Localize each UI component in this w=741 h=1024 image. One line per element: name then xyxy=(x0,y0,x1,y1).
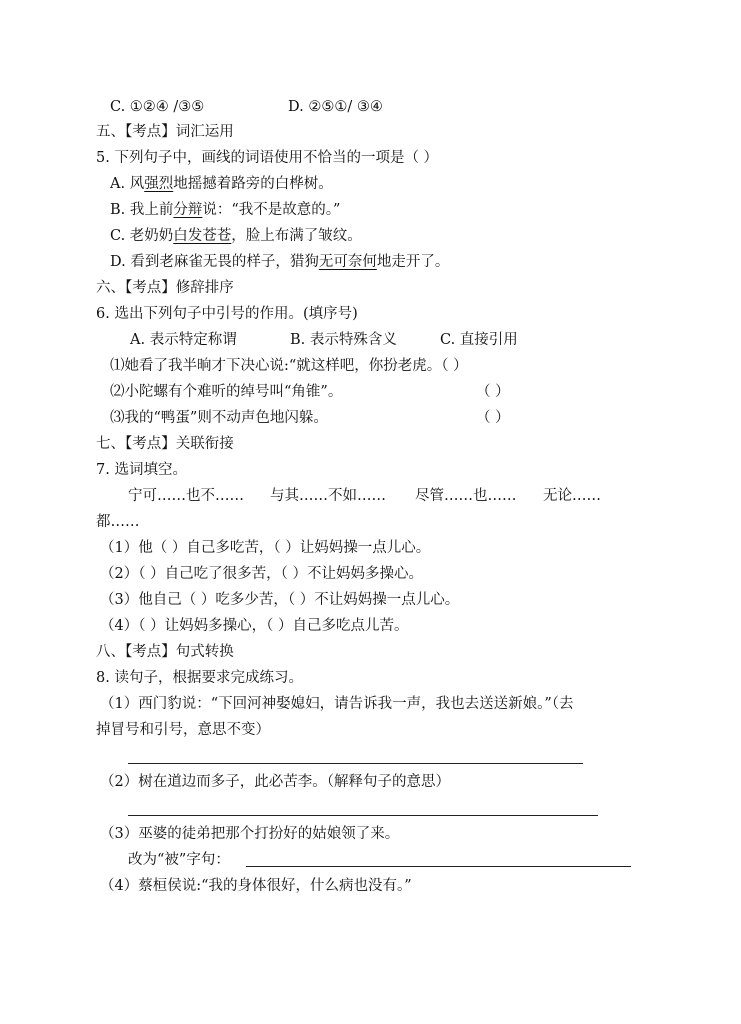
q8-item-3-answer-line[interactable] xyxy=(246,866,631,867)
q6-item-1: ⑴她看了我半晌才下决心说:“就这样吧，你扮老虎。（ ） xyxy=(110,358,468,374)
q5-option-d-post: 地走开了。 xyxy=(376,254,450,270)
q5-option-b xyxy=(110,200,340,220)
q8-item-1-line-1: （1）西门豹说：“下回河神娶媳妇，请告诉我一声，我也去送送新娘。”（去 xyxy=(100,696,574,712)
q7-word-1: 宁可……也不…… xyxy=(128,488,244,504)
q8-item-4: （4）蔡桓侯说:“我的身体很好，什么病也没有。” xyxy=(100,878,412,894)
q6-option-a: A. 表示特定称谓 xyxy=(130,332,237,348)
q5-option-c xyxy=(110,226,362,246)
q5-option-a-word: 强烈 xyxy=(144,176,174,192)
q6-option-b: B. 表示特殊含义 xyxy=(290,332,397,348)
q7-item-3: （3）他自己（ ）吃多少苦，（ ）不让妈妈操一点儿心。 xyxy=(100,592,460,608)
question-8: 8. 读句子，根据要求完成练习。 xyxy=(96,670,303,686)
q8-item-2-answer-line[interactable] xyxy=(128,815,598,816)
q7-item-4: （4）（ ）让妈妈多操心，（ ）自己多吃点儿苦。 xyxy=(100,618,409,634)
q7-word-3: 尽管……也…… xyxy=(415,488,517,504)
q6-option-c: C. 直接引用 xyxy=(440,332,518,348)
q8-item-1-answer-line[interactable] xyxy=(128,763,583,764)
q5-option-d-pre: D. 看到老麻雀无畏的样子，猎狗 xyxy=(110,254,319,270)
q8-item-1-line-2: 掉冒号和引号，意思不变） xyxy=(96,722,270,738)
section-7-heading: 七、【考点】关联衔接 xyxy=(96,436,234,452)
q4-option-d: D. ②⑤①/ ③④ xyxy=(288,99,383,115)
q5-option-b-word: 分辩 xyxy=(173,202,203,218)
q5-option-d xyxy=(110,252,449,272)
q8-item-2: （2）树在道边而多子，此必苦李。（解释句子的意思） xyxy=(100,774,450,790)
q7-item-2: （2）（ ）自己吃了很多苦，（ ）不让妈妈多操心。 xyxy=(100,566,423,582)
q8-item-3: （3）巫婆的徒弟把那个打扮好的姑娘领了来。 xyxy=(100,826,400,842)
q5-option-c-pre: C. 老奶奶 xyxy=(110,228,174,244)
q5-option-a xyxy=(110,174,333,194)
q5-option-c-post: ，脸上布满了皱纹。 xyxy=(231,228,362,244)
q7-word-4: 无论…… xyxy=(543,488,601,504)
q4-option-c: C. ①②④ /③⑤ xyxy=(110,99,205,115)
section-8-heading: 八、【考点】句式转换 xyxy=(96,644,234,660)
q5-option-b-pre: B. 我上前 xyxy=(110,202,174,218)
q7-word-4-wrap: 都…… xyxy=(96,514,140,530)
q5-option-d-word: 无可奈何 xyxy=(318,254,377,270)
q8-item-3-sub: 改为“被”字句： xyxy=(128,852,230,868)
q6-item-2-blank: （ ） xyxy=(476,384,510,400)
question-7: 7. 选词填空。 xyxy=(96,462,187,478)
q5-option-c-word: 白发苍苍 xyxy=(173,228,232,244)
q5-option-a-pre: A. 风 xyxy=(110,176,145,192)
section-5-heading: 五、【考点】词汇运用 xyxy=(96,124,234,140)
section-6-heading: 六、【考点】修辞排序 xyxy=(96,280,234,296)
q5-option-a-post: 地摇撼着路旁的白桦树。 xyxy=(173,176,333,192)
q6-item-3-blank: （ ） xyxy=(476,410,510,426)
question-5: 5. 下列句子中，画线的词语使用不恰当的一项是（ ） xyxy=(96,150,439,166)
q7-word-2: 与其……不如…… xyxy=(270,488,386,504)
q6-item-2: ⑵小陀螺有个难听的绰号叫“角锥”。 xyxy=(110,384,343,400)
q7-item-1: （1）他（ ）自己多吃苦，（ ）让妈妈操一点儿心。 xyxy=(100,540,431,556)
q6-item-3: ⑶我的“鸭蛋”则不动声色地闪躲。 xyxy=(110,410,328,426)
question-6: 6. 选出下列句子中引号的作用。(填序号) xyxy=(96,306,358,322)
q5-option-b-post: 说：“我不是故意的。” xyxy=(202,202,341,218)
